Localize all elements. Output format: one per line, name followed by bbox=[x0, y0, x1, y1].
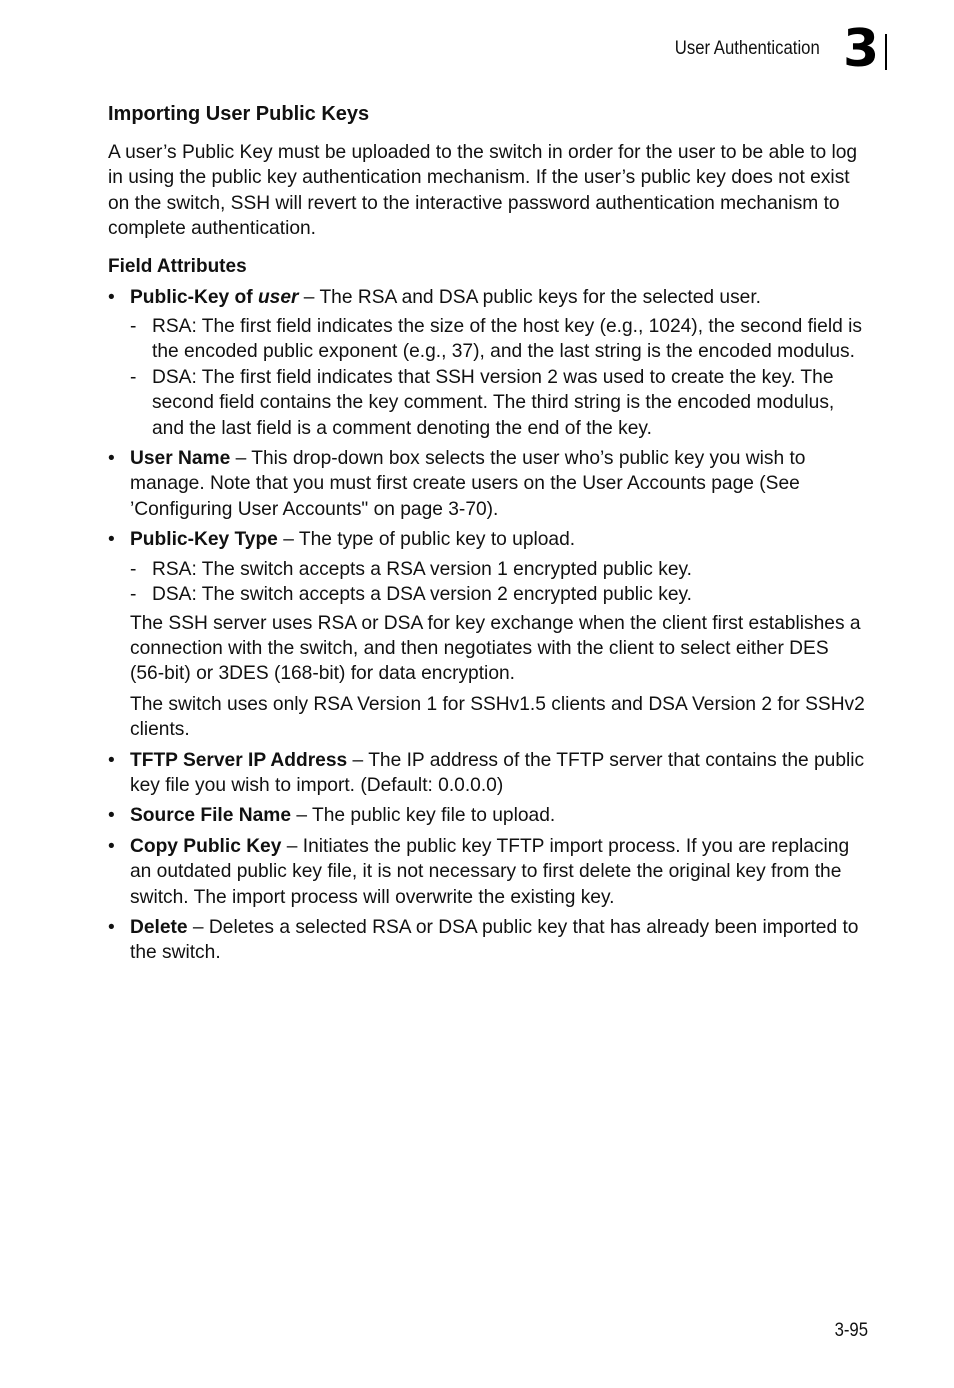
chapter-divider bbox=[885, 34, 887, 70]
field-item-source-file-name bbox=[108, 803, 866, 828]
field-label-italic: user bbox=[257, 286, 299, 308]
ssh-version-note: The switch uses only RSA Version 1 for SSHv1.5 clients and DSA Version 2 for SSHv2 clients. bbox=[130, 693, 865, 741]
field-description: – The IP address of the TFTP server that contains the public key file you wish to import. (Default: 0.0.0.0) bbox=[130, 749, 865, 796]
field-item-tftp-server-ip bbox=[108, 748, 866, 799]
field-label: TFTP Server IP Address bbox=[130, 749, 348, 771]
field-description: – This drop-down box selects the user who’s public key you wish to manage. Note that you must first create users on the User Accounts page (See ’Configuring User Accounts" on page 3-70). bbox=[130, 448, 806, 520]
section-heading: Importing User Public Keys bbox=[108, 103, 370, 125]
field-description: – The public key file to upload. bbox=[291, 805, 556, 827]
running-header-title: User Authentication bbox=[675, 38, 820, 59]
field-attributes-heading: Field Attributes bbox=[108, 255, 247, 277]
chapter-number: 3 bbox=[843, 19, 880, 79]
field-label: Delete bbox=[130, 916, 188, 938]
field-label: Public-Key of user bbox=[130, 286, 299, 308]
sub-list bbox=[130, 557, 866, 608]
page-number: 3-95 bbox=[834, 1320, 868, 1341]
sub-item-rsa: - RSA: The switch accepts a RSA version 1 encrypted public key. bbox=[130, 557, 866, 582]
field-item-copy-public-key bbox=[108, 834, 866, 910]
key-exchange-note: The SSH server uses RSA or DSA for key exchange when the client first establishes a connection with the switch, and then negotiates with the client to select either DES (56-bit) or 3DES (168-bit) for data encryption. bbox=[130, 612, 861, 685]
field-label: Copy Public Key bbox=[130, 835, 282, 857]
field-description: – Deletes a selected RSA or DSA public key that has already been imported to the switch. bbox=[130, 916, 859, 964]
page-content bbox=[108, 100, 866, 971]
field-label: Source File Name bbox=[130, 805, 292, 827]
field-list bbox=[108, 285, 866, 966]
sub-item-dsa: - DSA: The switch accepts a DSA version 2 encrypted public key. bbox=[130, 582, 866, 607]
field-item-public-key-type bbox=[108, 527, 866, 742]
field-item-user-name bbox=[108, 446, 866, 522]
field-item-delete bbox=[108, 915, 866, 966]
field-item-public-key-of-user bbox=[108, 285, 866, 441]
field-description: – The type of public key to upload. bbox=[277, 529, 576, 551]
field-description: – The RSA and DSA public keys for the selected user. bbox=[298, 286, 762, 308]
sub-item-rsa: - RSA: The first field indicates the size of the host key (e.g., 1024), the second field is the encoded public exponent (e.g., 37), and the last string is the encoded modulus. bbox=[130, 314, 866, 365]
field-description: – Initiates the public key TFTP import process. If you are replacing an outdated public key file, it is not necessary to first delete the original key from the switch. The import process will overwrite the existing key. bbox=[130, 835, 850, 908]
intro-paragraph: A user’s Public Key must be uploaded to the switch in order for the user to be able to log in using the public key authentication mechanism. If the user’s public key does not exist on the switch, SSH will revert to the interactive password authentication mechanism to complete authentication. bbox=[108, 142, 858, 240]
field-label: Public-Key Type bbox=[130, 529, 278, 551]
sub-item-dsa: - DSA: The first field indicates that SSH version 2 was used to create the key. The second field contains the key comment. The third string is the encoded modulus, and the last field is a comment denoting the end of the key. bbox=[130, 365, 866, 441]
sub-list bbox=[130, 314, 866, 441]
field-label: User Name bbox=[130, 448, 231, 470]
